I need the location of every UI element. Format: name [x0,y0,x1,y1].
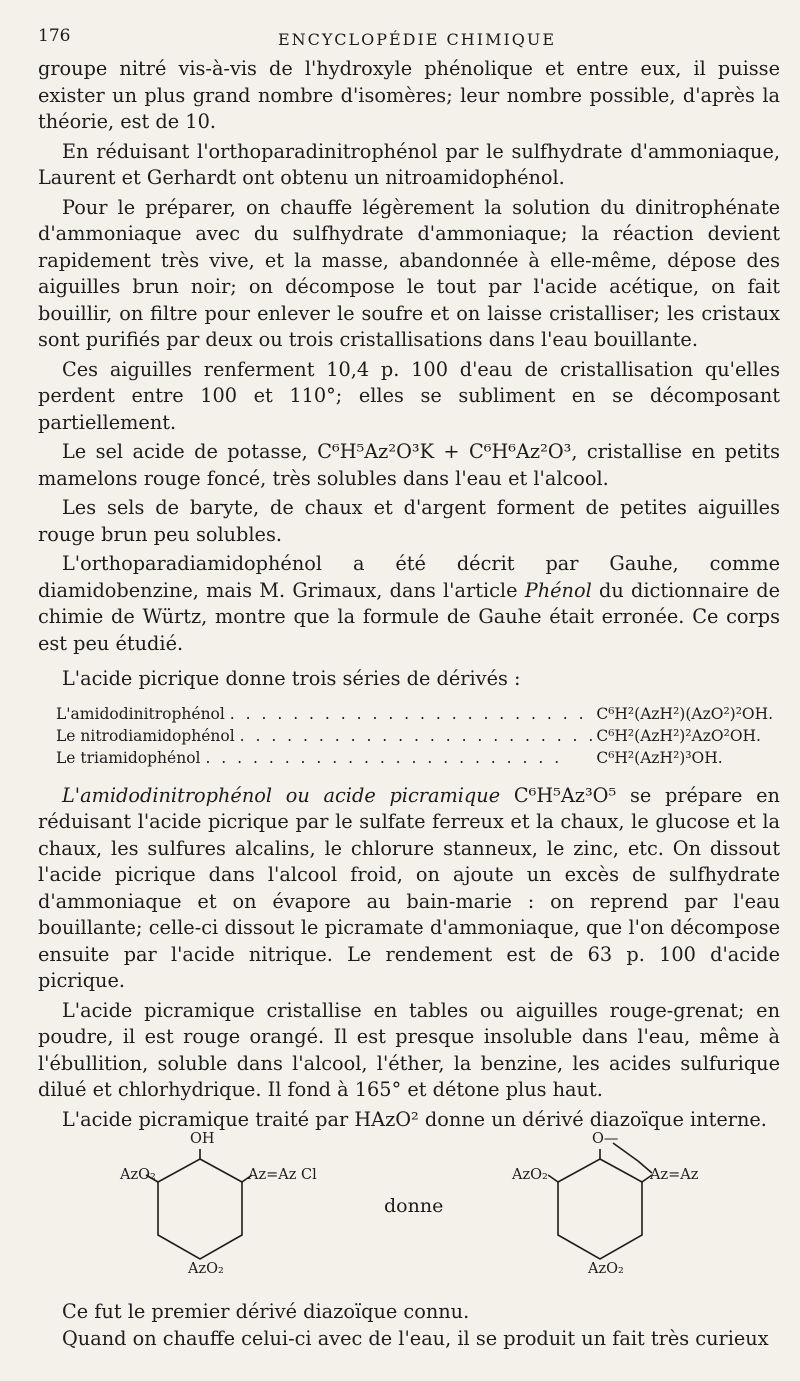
paragraph-4: Ces aiguilles renferment 10,4 p. 100 d'eau de cristallisation qu'elles perdent entre 100 et 110°; elles se subliment en se décomposant partiellement. [38,357,780,434]
paragraph-11-end: donne un dérivé diazoïque interne. [418,1107,767,1131]
reaction-diagram [38,1131,780,1277]
derivatives-table [56,703,773,769]
paragraph-7 [38,551,780,657]
leader-dots: . . . . . . . . . . . . . . . . . . . . . . . [205,748,563,767]
right-benzene-ring [548,1143,652,1259]
left-diazo-label: Az=Az Cl [248,1167,317,1183]
derivative-formula: C⁶H²(AzH²)³OH. [596,748,723,767]
left-bottom-azo2-label: AzO₂ [188,1261,224,1277]
picramic-acid-title: L'amidodinitrophénol ou acide picramique [62,783,501,807]
derivative-name: Le triamidophénol [56,748,201,767]
right-oxygen-label: O— [592,1131,619,1147]
derivative-formula: C⁶H²(AzH²)²AzO²OH. [596,726,761,745]
table-row [56,725,773,747]
left-oh-label: OH [190,1131,215,1147]
paragraph-5 [38,439,780,492]
paragraph-11-start: L'acide picramique traité par [62,1107,355,1131]
derivative-name: L'amidodinitrophénol [56,704,225,723]
derivative-formula: C⁶H²(AzH²)(AzO²)²OH. [596,704,774,723]
paragraph-5-start: Le sel acide de potasse, [62,440,318,463]
potash-salt-formula: C⁶H⁵Az²O³K + C⁶H⁶Az²O³ [317,440,572,463]
phenol-article-title: Phénol [524,578,592,602]
paragraph-7-end: du dictionnaire de chimie de Würtz, montre que la formule de Gauhe était erronée. Ce corps est peu étudié. [38,578,781,655]
paragraph-11 [38,1107,780,1134]
paragraph-13: Quand on chauffe celui-ci avec de l'eau, il se produit un fait très curieux [62,1326,769,1350]
picramic-acid-formula: C⁶H⁵Az³O⁵ [500,783,617,807]
nitrous-acid-formula: HAzO² [354,1107,419,1131]
table-row [56,747,773,769]
leader-dots: . . . . . . . . . . . . . . . . . . . . . . . [229,704,587,723]
page-header [38,26,780,56]
paragraph-1: groupe nitré vis-à-vis de l'hydroxyle phénolique et entre eux, il puisse exister un plus grand nombre d'isomères; leur nombre possible, d'après la théorie, est de 10. [38,57,780,133]
derivative-name: Le nitrodiamidophénol [56,726,235,745]
right-bottom-azo2-label: AzO₂ [588,1261,624,1277]
right-azo2-label: AzO₂ [512,1167,548,1183]
page-number: 176 [38,26,71,46]
paragraph-12: Ce fut le premier dérivé diazoïque connu. [62,1300,470,1323]
right-diazo-label: Az=Az [650,1167,699,1183]
paragraph-7-start: L'orthoparadiamidophénol a été décrit par Gauhe, comme diamidobenzine, mais M. Grimaux, dans l'article [38,552,780,602]
document-page [38,26,780,1352]
paragraph-9-end: se prépare en réduisant l'acide picrique par le sulfate ferreux et la chaux, le glucose et la chaux, les sulfures alcalins, le chlorure stanneux, le zinc, etc. On dissout l'acide picrique dans l'alcool froid, on ajoute un excès de sulfhydrate d'ammoniaque et on évapore au bain-marie : on reprend par l'eau bouillante; celle-ci dissout le picramate d'ammoniaque, que l'on décompose ensuite par l'acide nitrique. Le rendement est de 63 p. 100 d'acide picrique. [38,783,780,992]
reaction-word: donne [384,1195,444,1217]
left-azo2-label: AzO₂ [120,1167,156,1183]
paragraph-8: L'acide picrique donne trois séries de dérivés : [62,667,521,690]
paragraph-3: Pour le préparer, on chauffe légèrement la solution du dinitrophénate d'ammoniaque avec du sulfhydrate d'ammoniaque; la réaction devient rapidement très vive, et la masse, abandonnée à elle-même, dépose des aiguilles brun noir; on décompose le tout par l'acide acétique, on fait bouillir, on filtre pour enlever le soufre et on laisse cristalliser; les cristaux sont purifiés par deux ou trois cristallisations dans l'eau bouillante. [38,195,780,351]
left-benzene-ring [146,1149,252,1259]
paragraph-6: Les sels de baryte, de chaux et d'argent forment de petites aiguilles rouge brun peu solubles. [38,496,780,546]
table-row [56,703,773,725]
paragraph-9 [38,783,780,995]
running-head: ENCYCLOPÉDIE CHIMIQUE [278,30,557,49]
paragraph-10: L'acide picramique cristallise en tables ou aiguilles rouge-grenat; en poudre, il est rouge orangé. Il est presque insoluble dans l'eau, même à l'ébullition, soluble dans l'alcool, l'éther, la benzine, les acides sulfurique dilué et chlorhydrique. Il fond à 165° et détone plus haut. [38,998,780,1101]
paragraph-2: En réduisant l'orthoparadinitrophénol par le sulfhydrate d'ammoniaque, Laurent et Gerhardt ont obtenu un nitroamidophénol. [38,139,780,189]
leader-dots: . . . . . . . . . . . . . . . . . . . . . . . [239,726,597,745]
paragraph-5-end: , cristallise en petits mamelons rouge foncé, très solubles dans l'eau et l'alcool. [38,440,780,490]
